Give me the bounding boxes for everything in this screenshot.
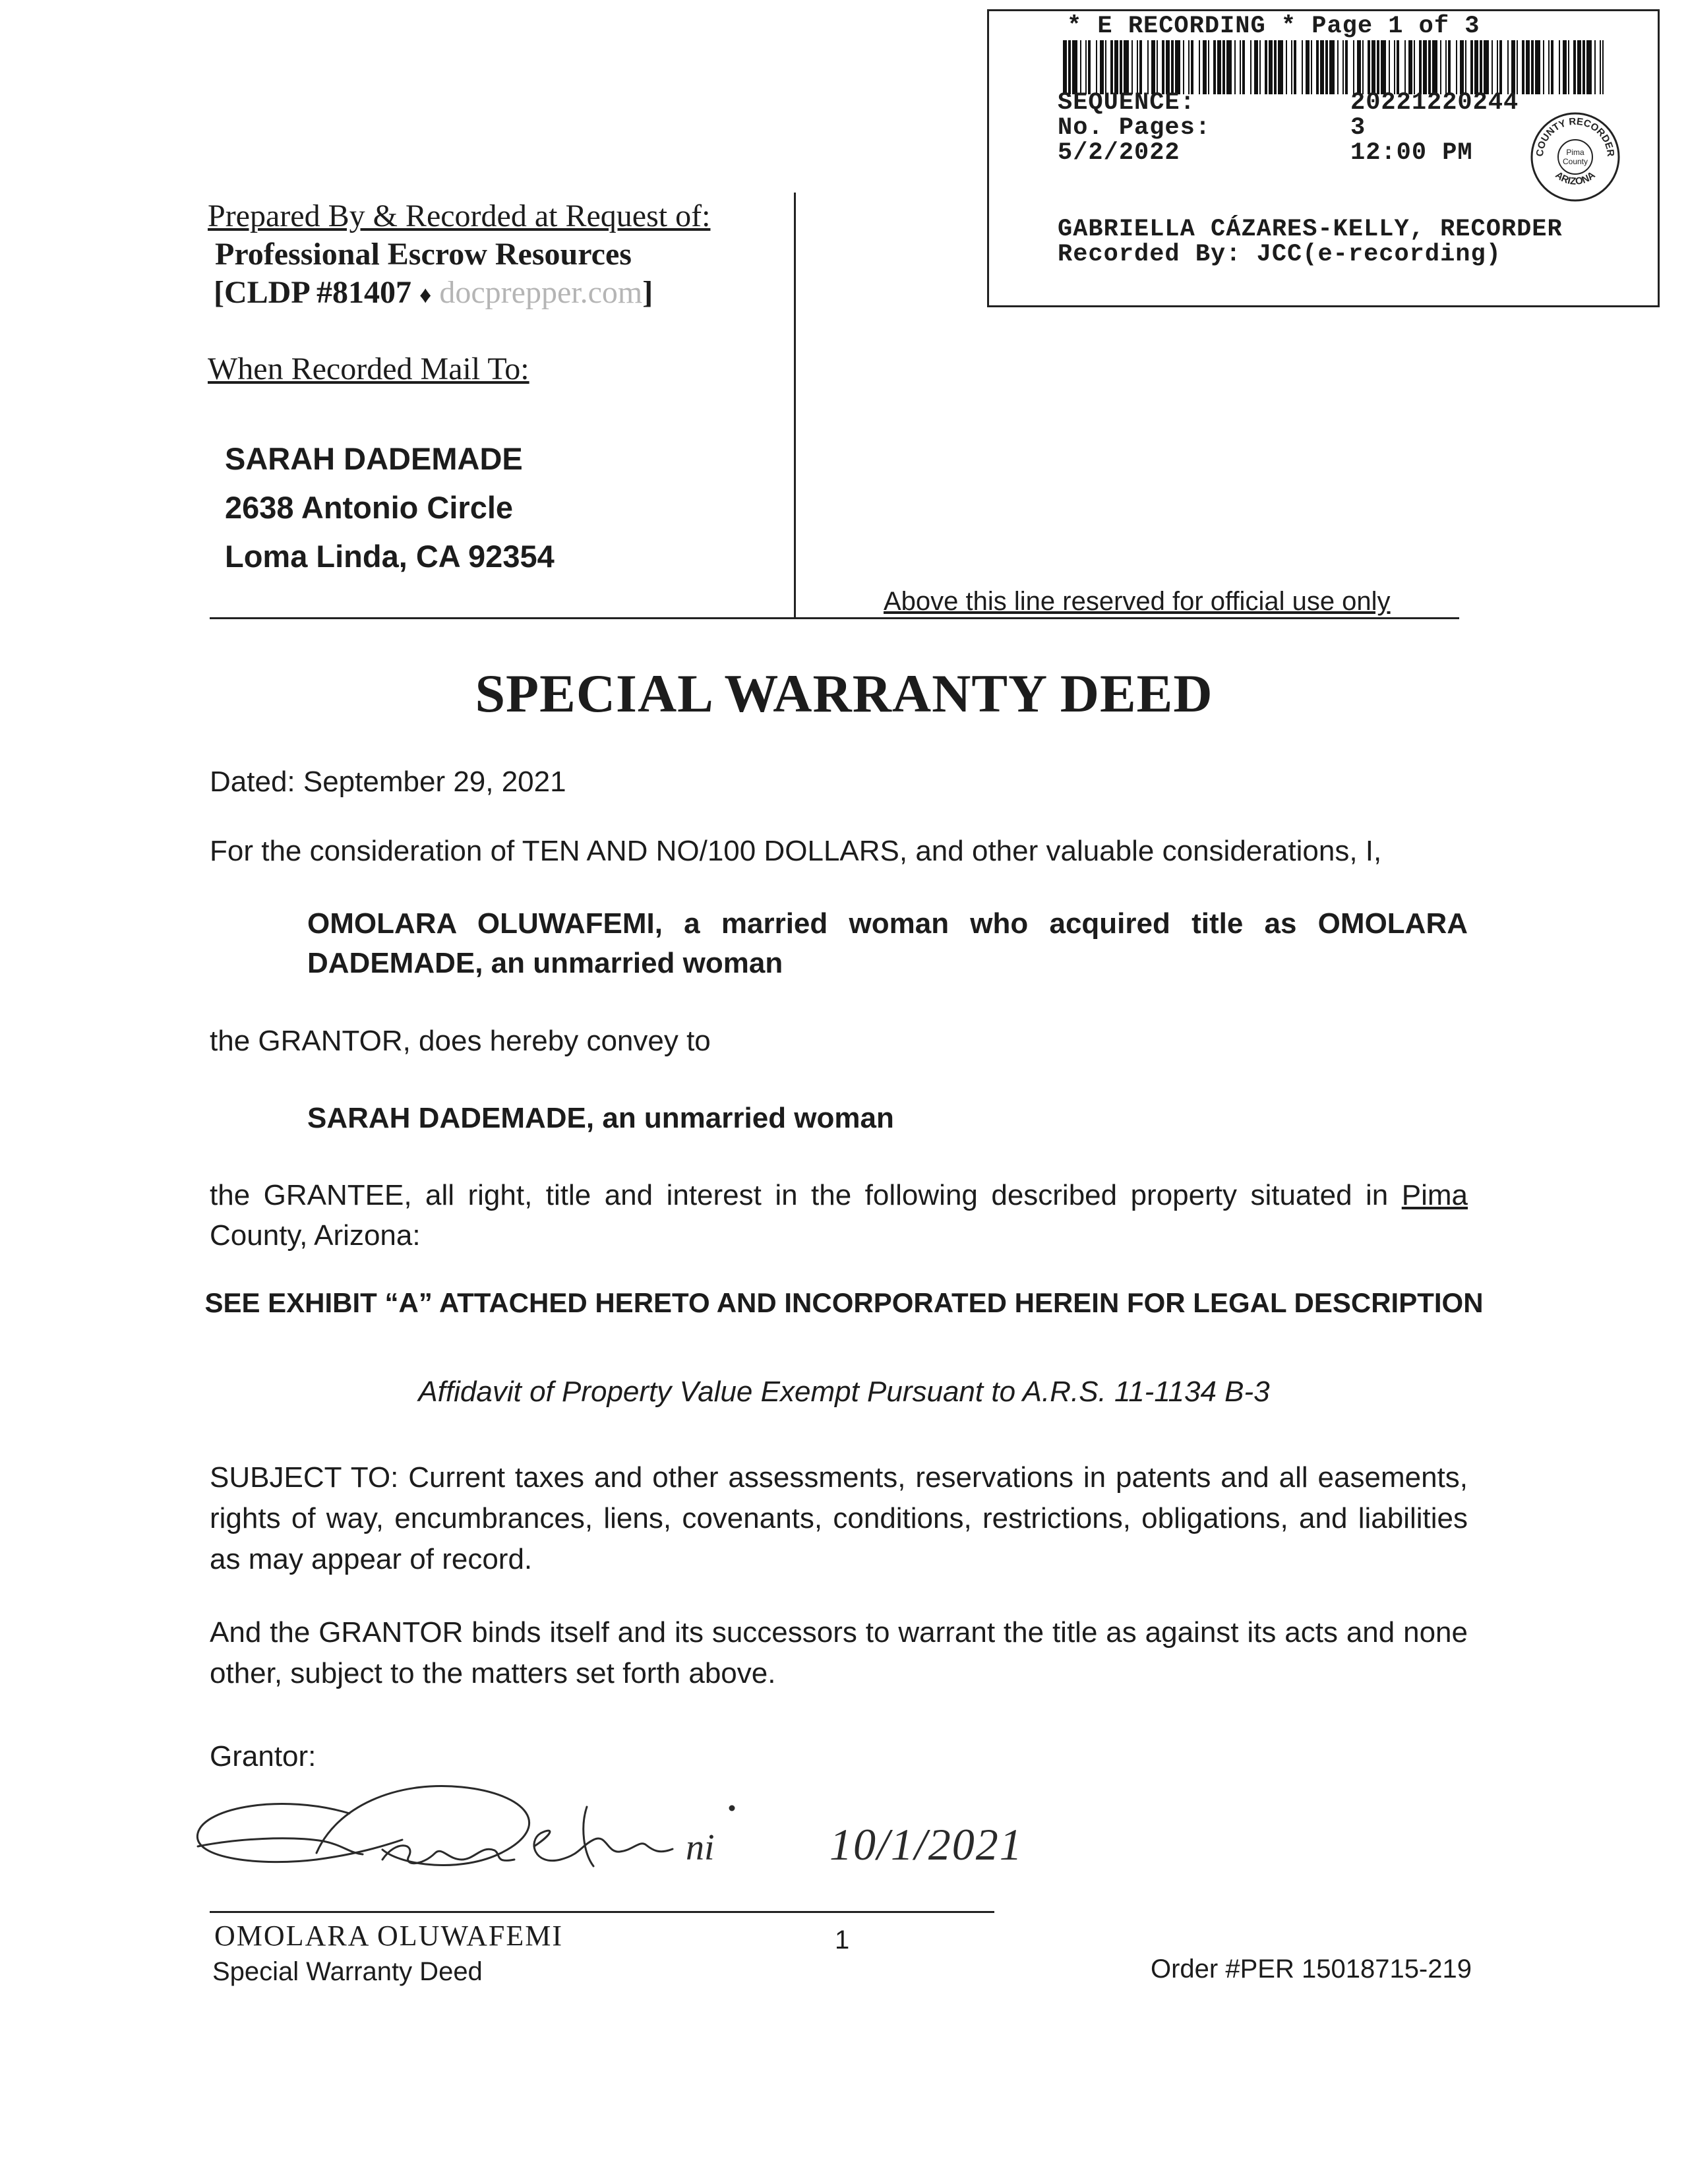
convey-line: the GRANTOR, does hereby convey to: [210, 1025, 711, 1057]
document-title: SPECIAL WARRANTY DEED: [475, 663, 1213, 723]
barcode-bar: [1269, 40, 1273, 94]
stamp-date: 5/2/2022: [1058, 139, 1180, 167]
signature-mark-text: ni: [686, 1827, 715, 1868]
barcode-bar: [1114, 40, 1118, 94]
barcode-bar: [1414, 40, 1415, 94]
barcode-bar: [1208, 40, 1209, 94]
barcode-bar: [1274, 40, 1277, 94]
barcode-bar: [1602, 40, 1604, 94]
barcode-bar: [1428, 40, 1431, 94]
mail-to-name: SARAH DADEMADE: [225, 441, 523, 476]
header-vertical-divider: [794, 193, 796, 618]
diamond-icon: ♦: [419, 282, 432, 308]
barcode-bar: [1337, 40, 1339, 94]
barcode-bar: [1217, 40, 1221, 94]
barcode-bar: [1222, 40, 1225, 94]
county-recorder-seal: [1528, 110, 1622, 204]
barcode-bar: [1594, 40, 1596, 94]
barcode-bar: [1088, 40, 1091, 94]
barcode-bar: [1226, 40, 1232, 94]
barcode-bar: [1120, 40, 1122, 94]
consideration-line: For the consideration of TEN AND NO/100 DOLLARS, and other valuable considerations, I,: [210, 835, 1382, 867]
footer-left: Special Warranty Deed: [212, 1957, 483, 1986]
recording-stamp: [987, 9, 1660, 307]
barcode-bar: [1577, 40, 1581, 94]
binds-line2: other, subject to the matters set forth above.: [210, 1657, 776, 1689]
barcode-bar: [1080, 40, 1081, 94]
barcode-bar: [1377, 40, 1379, 94]
barcode-bar: [1517, 40, 1518, 94]
barcode-bar: [1063, 40, 1067, 94]
barcode-bar: [1188, 40, 1190, 94]
barcode-bar: [1306, 40, 1310, 94]
barcode-bar: [1265, 40, 1267, 94]
barcode-bar: [1171, 40, 1174, 94]
barcode-bar: [1353, 40, 1354, 94]
barcode-bar: [1291, 40, 1292, 94]
barcode-bar: [1100, 40, 1104, 94]
signature-date: 10/1/2021: [829, 1819, 1023, 1869]
barcode-bar: [1259, 40, 1261, 94]
barcode-bar: [1068, 40, 1071, 94]
barcode-bar: [1368, 40, 1370, 94]
barcode-bar: [1345, 40, 1348, 94]
barcode-bar: [1124, 40, 1129, 94]
barcode-bar: [1586, 40, 1592, 94]
barcode-bar: [1456, 40, 1457, 94]
barcode-bar: [1329, 40, 1335, 94]
barcode-bar: [1105, 40, 1106, 94]
barcode-bar: [1175, 40, 1180, 94]
seal-text-bottom: ARIZONA: [1553, 169, 1598, 188]
barcode-bar: [1183, 40, 1184, 94]
barcode-bar: [1278, 40, 1283, 94]
barcode-bar: [1526, 40, 1530, 94]
barcode-bar: [1342, 40, 1344, 94]
subject-line3: as may appear of record.: [210, 1543, 533, 1575]
barcode-bar: [1470, 40, 1473, 94]
barcode-bar: [1511, 40, 1515, 94]
barcode-bar: [1203, 40, 1207, 94]
subject-line2: rights of way, encumbrances, liens, covenants, conditions, restrictions, obligations, and liabilities: [210, 1502, 1468, 1534]
stamp-sequence-value: 20221220244: [1350, 89, 1519, 117]
barcode-bar: [1320, 40, 1324, 94]
barcode-bar: [1474, 40, 1478, 94]
barcode-bar: [1096, 40, 1097, 94]
barcode-bar: [1242, 40, 1245, 94]
barcode-bar: [1286, 40, 1287, 94]
official-use-divider: [210, 617, 1459, 619]
mail-to-street: 2638 Antonio Circle: [225, 490, 514, 525]
barcode-bar: [1325, 40, 1328, 94]
barcode-bar: [1568, 40, 1569, 94]
stamp-pages-label: No. Pages:: [1058, 114, 1211, 142]
preparer-cldp-line: [214, 274, 653, 311]
barcode-bar: [1465, 40, 1466, 94]
barcode-bar: [1440, 40, 1441, 94]
barcode-bar: [1404, 40, 1406, 94]
barcode-bar: [1408, 40, 1412, 94]
barcode-bar: [1389, 40, 1390, 94]
barcode-bar: [1492, 40, 1493, 94]
barcode-bar: [1381, 40, 1386, 94]
barcode-bar: [1445, 40, 1447, 94]
barcode-bar: [1151, 40, 1155, 94]
barcode-bar: [1240, 40, 1241, 94]
barcode-bar: [1480, 40, 1482, 94]
grantor-signature: [185, 1767, 778, 1899]
county-name: Pima: [1401, 1179, 1468, 1211]
barcode-bar: [1548, 40, 1550, 94]
barcode-bar: [1394, 40, 1395, 94]
barcode-bar: [1357, 40, 1361, 94]
barcode-bar: [1131, 40, 1133, 94]
barcode-bar: [1535, 40, 1540, 94]
barcode-bar: [1551, 40, 1553, 94]
preparer-close-bracket: ]: [642, 275, 653, 310]
stamp-header: * E RECORDING * Page 1 of 3: [1067, 13, 1480, 40]
barcode-graphic: [1063, 40, 1604, 94]
reserved-note: Above this line reserved for official use only: [884, 587, 1391, 616]
stamp-sequence-label: SEQUENCE:: [1058, 89, 1195, 117]
barcode-bar: [1372, 40, 1375, 94]
stamp-time: 12:00 PM: [1350, 139, 1473, 167]
barcode-bar: [1397, 40, 1399, 94]
barcode-bar: [1531, 40, 1534, 94]
grantee-line2: County, Arizona:: [210, 1219, 421, 1252]
preparer-cldp: [CLDP #81407: [214, 275, 411, 310]
barcode-bar: [1302, 40, 1303, 94]
barcode-bar: [1600, 40, 1601, 94]
svg-text:ARIZONA: [1553, 169, 1597, 187]
preparer-label: Prepared By & Recorded at Request of:: [208, 198, 711, 233]
barcode-bar: [1157, 40, 1158, 94]
barcode-bar: [1072, 40, 1077, 94]
stamp-recorded-by: Recorded By: JCC(e-recording): [1058, 241, 1501, 268]
subject-line1: SUBJECT TO: Current taxes and other assessments, reservations in patents and all easements,: [210, 1461, 1468, 1494]
seal-text-center-2: County: [1562, 157, 1588, 166]
barcode-bar: [1559, 40, 1560, 94]
barcode-bar: [1294, 40, 1296, 94]
barcode-bar: [1460, 40, 1464, 94]
mail-to-label: When Recorded Mail To:: [208, 351, 529, 386]
grantor-name-line1: OMOLARA OLUWAFEMI, a married woman who acquired title as OMOLARA: [307, 907, 1468, 940]
barcode-bar: [1213, 40, 1216, 94]
page-number: 1: [835, 1926, 850, 1955]
mail-to-city: Loma Linda, CA 92354: [225, 539, 555, 574]
preparer-company: Professional Escrow Resources: [215, 237, 632, 272]
barcode-bar: [1199, 40, 1200, 94]
barcode-bar: [1573, 40, 1576, 94]
barcode-bar: [1543, 40, 1544, 94]
barcode-bar: [1423, 40, 1427, 94]
preparer-website: docprepper.com: [439, 275, 643, 310]
barcode-bar: [1147, 40, 1149, 94]
stamp-recorder: GABRIELLA CÁZARES-KELLY, RECORDER: [1058, 216, 1563, 243]
grantor-name-line2: DADEMADE, an unmarried woman: [307, 947, 783, 979]
grantee-line1-text: the GRANTEE, all right, title and interest in the following described property situated in: [210, 1179, 1389, 1211]
seal-text-top: COUNTY RECORDER: [1534, 115, 1617, 158]
stamp-pages-value: 3: [1350, 114, 1366, 142]
barcode-bar: [1448, 40, 1451, 94]
barcode-bar: [1085, 40, 1087, 94]
binds-line1: And the GRANTOR binds itself and its successors to warrant the title as against its acts and none: [210, 1616, 1468, 1649]
barcode-bar: [1234, 40, 1236, 94]
barcode-bar: [1250, 40, 1251, 94]
seal-text-center-1: Pima: [1566, 148, 1584, 157]
barcode-bar: [1582, 40, 1585, 94]
barcode-bar: [1499, 40, 1502, 94]
footer-right: Order #PER 15018715-219: [1151, 1955, 1472, 1984]
signature-line: [210, 1911, 994, 1913]
barcode-bar: [1497, 40, 1498, 94]
barcode-bar: [1432, 40, 1437, 94]
barcode-bar: [1137, 40, 1138, 94]
barcode-bar: [1316, 40, 1319, 94]
grantee-name: SARAH DADEMADE, an unmarried woman: [307, 1102, 894, 1134]
affidavit-line: Affidavit of Property Value Exempt Pursuant to A.R.S. 11-1134 B-3: [418, 1376, 1270, 1408]
barcode-bar: [1162, 40, 1164, 94]
barcode-bar: [1191, 40, 1193, 94]
barcode-bar: [1110, 40, 1113, 94]
barcode-bar: [1419, 40, 1422, 94]
barcode-bar: [1507, 40, 1509, 94]
barcode-bar: [1563, 40, 1567, 94]
barcode-bar: [1484, 40, 1489, 94]
barcode-bar: [1311, 40, 1312, 94]
barcode-bar: [1139, 40, 1142, 94]
grantee-line1: [210, 1175, 1468, 1216]
barcode-bar: [1362, 40, 1364, 94]
barcode-bar: [1522, 40, 1524, 94]
barcode-bar: [1166, 40, 1170, 94]
exhibit-line: SEE EXHIBIT “A” ATTACHED HERETO AND INCORPORATED HEREIN FOR LEGAL DESCRIPTION: [204, 1287, 1484, 1318]
signer-printed-name: OMOLARA OLUWAFEMI: [214, 1920, 563, 1952]
barcode-bar: [1254, 40, 1258, 94]
dated-line: Dated: September 29, 2021: [210, 766, 566, 798]
grantor-label: Grantor:: [210, 1740, 316, 1773]
